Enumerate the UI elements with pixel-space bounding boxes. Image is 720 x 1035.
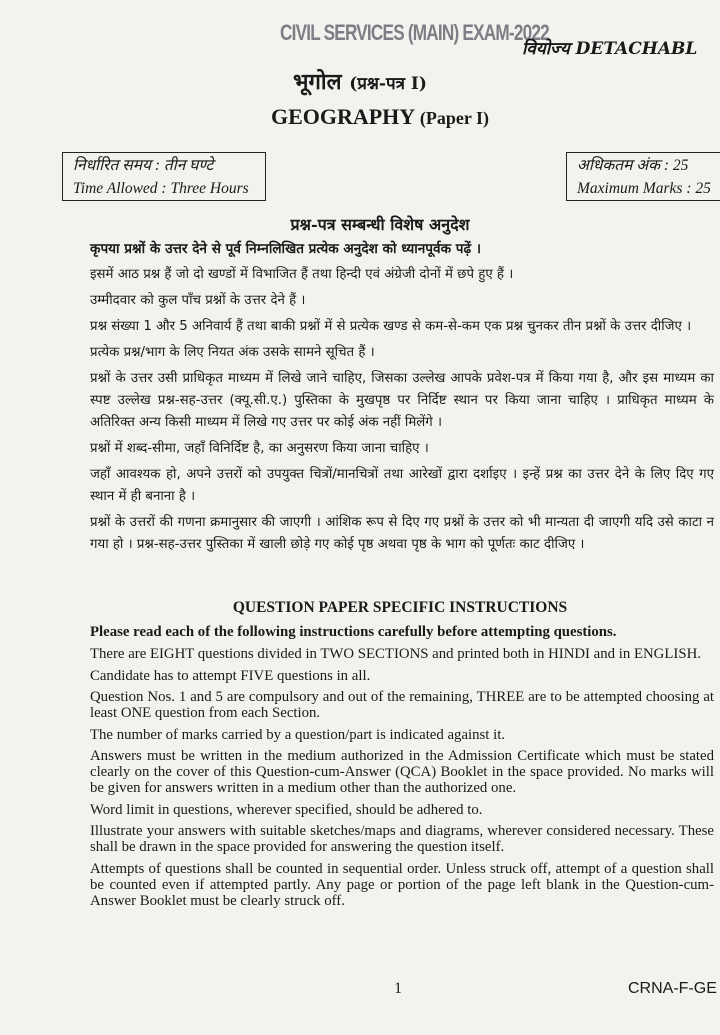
page-number: 1	[394, 980, 402, 997]
maximum-marks-box	[566, 152, 720, 201]
subject-title-hindi	[0, 66, 720, 96]
english-instruction-item: The number of marks carried by a question/part is indicated against it.	[90, 726, 506, 743]
time-allowed-hindi: निर्धारित समय : तीन घण्टे	[73, 157, 214, 174]
hindi-instruction-item: उम्मीदवार को कुल पाँच प्रश्नों के उत्तर देने हैं ।	[90, 293, 306, 308]
english-instruction-item: Candidate has to attempt FIVE questions in all.	[90, 667, 371, 684]
exam-title: CIVIL SERVICES (MAIN) EXAM-2022	[280, 20, 549, 45]
detachable-label: वियोज्य DETACHABL	[522, 39, 698, 59]
english-instruction-item: Word limit in questions, wherever specified, should be adhered to.	[90, 801, 483, 818]
english-instruction-item: Question Nos. 1 and 5 are compulsory and out of the remaining, THREE are to be attempted choosing at least ONE question from each Section.	[90, 689, 714, 721]
hindi-instructions-lead: कृपया प्रश्नों के उत्तर देने से पूर्व निम्नलिखित प्रत्येक अनुदेश को ध्यानपूर्वक पढ़ें ।	[90, 241, 482, 257]
paper-hindi: (प्रश्न-पत्र I)	[349, 74, 427, 94]
english-instructions	[90, 624, 714, 914]
english-instructions-title: QUESTION PAPER SPECIFIC INSTRUCTIONS	[232, 599, 568, 616]
english-instruction-item: Attempts of questions shall be counted in sequential order. Unless struck off, attempt of a question shall be counted even if attempted partly. Any page or portion of the page left blank in the Question-cum-Answer Booklet must be clearly struck off.	[90, 860, 714, 909]
time-allowed-box	[62, 152, 266, 201]
english-instruction-item: Answers must be written in the medium authorized in the Admission Certificate which must be stated clearly on the cover of this Question-cum-Answer (QCA) Booklet in the space provided. No marks will be given for answers written in a medium other than the authorized one.	[90, 748, 714, 796]
hindi-instruction-item: प्रश्न संख्या 1 और 5 अनिवार्य हैं तथा बाकी प्रश्नों में से प्रत्येक खण्ड से कम-से-कम एक प्रश्न चुनकर तीन प्रश्नों के उत्तर दीजिए ।	[90, 319, 692, 334]
hindi-instruction-item: प्रत्येक प्रश्न/भाग के लिए नियत अंक उसके सामने सूचित हैं ।	[90, 345, 375, 360]
hindi-instruction-item: इसमें आठ प्रश्न हैं जो दो खण्डों में विभाजित हैं तथा हिन्दी एवं अंग्रेजी दोनों में छपे हुए हैं ।	[90, 267, 514, 282]
time-allowed-english: Time Allowed : Three Hours	[73, 180, 249, 197]
paper-code: CRNA-F-GE	[628, 980, 717, 997]
hindi-instruction-item: प्रश्नों के उत्तर उसी प्राधिकृत माध्यम में लिखे जाने चाहिए, जिसका उल्लेख आपके प्रवेश-पत्र में किया गया है, और इस माध्यम का स्पष्ट उल्लेख प्रश्न-सह-उत्तर (क्यू.सी.ए.) पुस्तिका के मुखपृष्ठ पर निर्दिष्ट स्थान पर किया जाना चाहिए । प्राधिकृत माध्यम के अतिरिक्त अन्य किसी माध्यम में लिखे गए उत्तर पर कोई अंक नहीं मिलेंगे ।	[90, 371, 714, 430]
english-instructions-lead: Please read each of the following instructions carefully before attempting questions.	[90, 624, 617, 640]
english-instruction-item: There are EIGHT questions divided in TWO SECTIONS and printed both in HINDI and in ENGLISH.	[90, 646, 701, 662]
paper-english: (Paper I)	[419, 108, 490, 128]
subject-hindi: भूगोल	[293, 69, 342, 95]
hindi-instruction-item: प्रश्नों में शब्द-सीमा, जहाँ विनिर्दिष्ट है, का अनुसरण किया जाना चाहिए ।	[90, 441, 429, 456]
maximum-marks-hindi: अधिकतम अंक : 25	[577, 157, 689, 174]
hindi-instructions-title: प्रश्न-पत्र सम्बन्धी विशेष अनुदेश	[290, 215, 470, 234]
subject-title-english	[0, 104, 720, 130]
hindi-instruction-item: प्रश्नों के उत्तरों की गणना क्रमानुसार की जाएगी । आंशिक रूप से दिए गए प्रश्नों के उत्तर को भी मान्यता दी जाएगी यदि उसे काटा न गया हो । प्रश्न-सह-उत्तर पुस्तिका में खाली छोड़े गए कोई पृष्ठ अथवा पृष्ठ के भाग को पूर्णतः काट दीजिए ।	[90, 515, 714, 552]
hindi-instructions	[90, 238, 714, 560]
hindi-instruction-item: जहाँ आवश्यक हो, अपने उत्तरों को उपयुक्त चित्रों/मानचित्रों तथा आरेखों द्वारा दर्शाइए । इन्हें प्रश्न का उत्तर देने के लिए दिए गए स्थान में ही बनाना है ।	[90, 467, 714, 504]
maximum-marks-english: Maximum Marks : 25	[577, 180, 711, 197]
subject-english: GEOGRAPHY	[270, 104, 415, 129]
english-instruction-item: Illustrate your answers with suitable sketches/maps and diagrams, wherever considered necessary. These shall be drawn in the space provided for answering the question itself.	[90, 823, 714, 855]
